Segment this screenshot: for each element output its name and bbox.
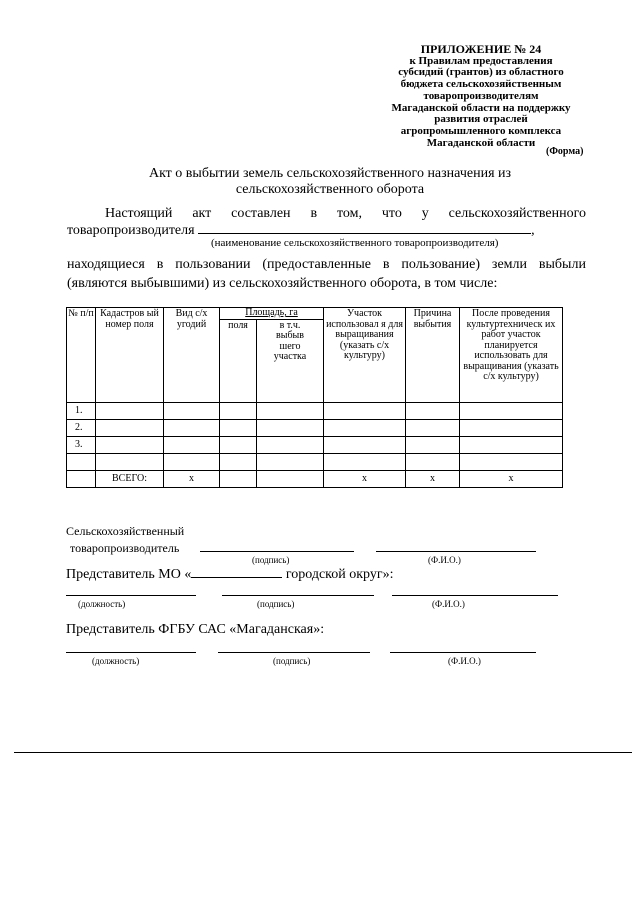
fgbu-fio-line[interactable] (390, 652, 536, 653)
intro-word: находящиеся (67, 257, 145, 272)
intro-word: пользование) (401, 257, 481, 272)
mo-fio-caption: (Ф.И.О.) (432, 599, 465, 609)
mo-name-field[interactable] (191, 566, 282, 578)
intro-word: Настоящий (105, 206, 173, 221)
appendix-line: развития отраслей (434, 113, 528, 126)
table-cell[interactable] (324, 437, 406, 454)
producer-signature-caption: (подпись) (252, 555, 290, 565)
mo-position-line[interactable] (66, 595, 196, 596)
table-row (67, 403, 563, 420)
producer-word: товаропроизводителя (67, 223, 195, 238)
intro-word: у (421, 206, 429, 221)
table-cell[interactable] (257, 420, 324, 437)
table-cell[interactable] (406, 420, 460, 437)
table-cell[interactable] (406, 437, 460, 454)
table-cell[interactable] (220, 454, 257, 471)
header-area-field: поля (220, 319, 257, 403)
total-land-type: х (164, 471, 220, 488)
table-cell[interactable] (96, 437, 164, 454)
appendix-line: Магаданской области на поддержку (391, 101, 571, 114)
table-cell[interactable] (257, 403, 324, 420)
producer-name-field[interactable] (198, 222, 531, 234)
table-cell[interactable] (164, 420, 220, 437)
mo-signature-line[interactable] (222, 595, 374, 596)
intro-word: в (382, 257, 390, 272)
intro-word: в (310, 206, 318, 221)
total-after: х (460, 471, 563, 488)
intro-word: земли (491, 257, 528, 272)
appendix-line: к Правилам предоставления (409, 54, 553, 67)
intro-word: пользовании (175, 257, 251, 272)
header-num: № п/п (67, 308, 96, 403)
total-row (67, 471, 563, 488)
table-cell[interactable] (257, 454, 324, 471)
table-cell[interactable] (220, 420, 257, 437)
intro-word: что (381, 206, 402, 221)
table-cell[interactable] (460, 437, 563, 454)
appendix-line: субсидий (грантов) из областного (398, 66, 564, 79)
document-title (120, 166, 540, 198)
table-cell[interactable] (257, 471, 324, 488)
table-cell[interactable] (406, 454, 460, 471)
header-area-label: Площадь, га (245, 307, 298, 318)
header-cadastral: Кадастров ый номер поля (96, 308, 164, 403)
fgbu-representative-label: Представитель ФГБУ САС «Магаданская»: (66, 622, 325, 637)
appendix-heading: ПРИЛОЖЕНИЕ № 24 (420, 42, 542, 56)
intro-line-3 (67, 257, 586, 273)
producer-fio-caption: (Ф.И.О.) (428, 555, 461, 565)
mo-fio-line[interactable] (392, 595, 558, 596)
mo-label-start: Представитель МО « (66, 567, 192, 582)
mo-label-end: городской округ»: (285, 567, 394, 582)
total-plot-use: х (324, 471, 406, 488)
table-cell[interactable] (96, 454, 164, 471)
table-cell[interactable] (96, 420, 164, 437)
header-land-type: Вид с/х угодий (164, 308, 220, 403)
producer-label-2: товаропроизводитель (70, 541, 180, 555)
intro-line-1 (67, 206, 586, 222)
table-cell[interactable] (220, 471, 257, 488)
header-plot-use: Участок использовал я для выращивания (указать с/х культуру) (324, 308, 406, 403)
fgbu-fio-caption: (Ф.И.О.) (448, 656, 481, 666)
table-cell (67, 471, 96, 488)
intro-word: выбыли (538, 257, 586, 272)
comma: , (531, 223, 535, 238)
table-cell[interactable] (164, 403, 220, 420)
header-area (220, 308, 324, 320)
table-cell[interactable] (460, 403, 563, 420)
header-area-incl: в т.ч. выбыв шего участка (257, 319, 324, 403)
fgbu-position-line[interactable] (66, 652, 196, 653)
table-cell[interactable] (220, 403, 257, 420)
row-number: 3. (67, 437, 96, 454)
title-line-1: Акт о выбытии земель сельскохозяйственного назначения из (148, 166, 512, 181)
table-row (67, 420, 563, 437)
total-reason: х (406, 471, 460, 488)
title-line-2: сельскохозяйственного оборота (235, 182, 425, 197)
mo-signature-caption: (подпись) (257, 599, 295, 609)
table-cell[interactable] (324, 403, 406, 420)
intro-line-4: (являются выбывшими) из сельскохозяйственного оборота, в том числе: (67, 276, 498, 291)
withdrawal-table (66, 307, 563, 488)
appendix-header (330, 44, 632, 149)
appendix-line: агропромышленного комплекса (400, 124, 562, 137)
total-label: ВСЕГО: (96, 471, 164, 488)
intro-word: составлен (231, 206, 291, 221)
table-cell[interactable] (460, 454, 563, 471)
row-number: 1. (67, 403, 96, 420)
table-cell[interactable] (96, 403, 164, 420)
row-number (67, 454, 96, 471)
header-reason: Причина выбытия (406, 308, 460, 403)
table-cell[interactable] (324, 420, 406, 437)
table-cell[interactable] (220, 437, 257, 454)
header-after: После проведения культуртехническ их работ участок планируется использовать для выращивания (указать с/х культуру) (460, 308, 563, 403)
intro-word: в (156, 257, 164, 272)
fgbu-signature-caption: (подпись) (273, 656, 311, 666)
producer-name-note: (наименование сельскохозяйственного товаропроизводителя) (211, 237, 499, 249)
fgbu-signature-line[interactable] (218, 652, 370, 653)
appendix-line: Магаданской области (426, 136, 536, 149)
row-number: 2. (67, 420, 96, 437)
table-cell[interactable] (460, 420, 563, 437)
producer-signature-line[interactable] (200, 551, 354, 552)
table-row (67, 454, 563, 471)
form-label: (Форма) (546, 146, 584, 157)
table-row (67, 437, 563, 454)
producer-label-1: Сельскохозяйственный (66, 524, 185, 538)
producer-fio-line[interactable] (376, 551, 536, 552)
appendix-line: бюджета сельскохозяйственным (400, 78, 562, 91)
table-cell[interactable] (257, 437, 324, 454)
intro-word: (предоставленные (262, 257, 371, 272)
table-cell[interactable] (164, 437, 220, 454)
intro-word: сельскохозяйственного (448, 206, 586, 221)
table-cell[interactable] (324, 454, 406, 471)
bottom-divider (14, 752, 632, 753)
table-cell[interactable] (406, 403, 460, 420)
fgbu-position-caption: (должность) (92, 656, 140, 666)
intro-word: акт (192, 206, 212, 221)
appendix-line: товаропроизводителям (423, 89, 539, 102)
mo-position-caption: (должность) (78, 599, 126, 609)
intro-word: том, (336, 206, 362, 221)
mo-representative-label (66, 566, 394, 583)
table-cell[interactable] (164, 454, 220, 471)
